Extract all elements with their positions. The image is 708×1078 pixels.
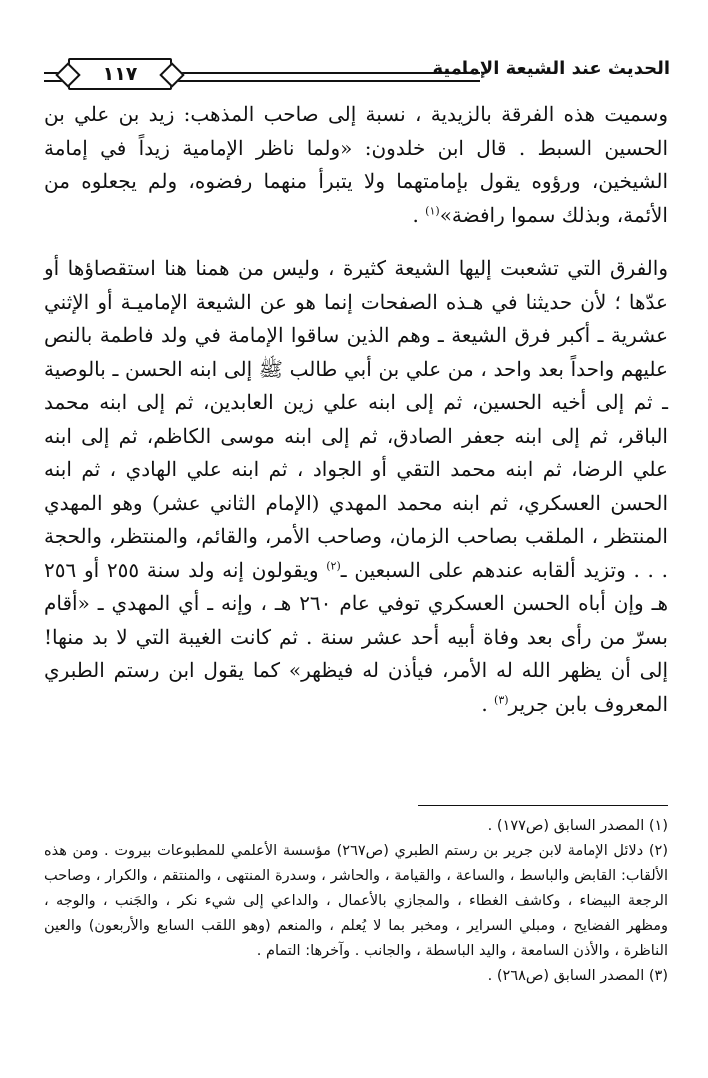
paragraph-1 [44,98,668,232]
footnote-marker-1: (١) [425,203,440,217]
page-number-ornament [68,58,172,90]
footnote-marker-3: (٣) [494,692,509,706]
footnotes [44,814,668,989]
paragraph-2-text-a: والفرق التي تشعبت إليها الشيعة كثيرة ، وليس من همنا هنا استقصاؤها أو عدّها ؛ لأن حديثنا في هـذه الصفحات إنما هو عن الشيعة الإماميـة أو الإثني عشرية ـ أكبر فرق الشيعة ـ وهم الذين ساقوا الإمامة في ولد فاطمة بالنص عليهم واحداً بعد واحد ، من علي بن أبي طالب ﷺ إلى ابنه الحسن ـ بالوصية ـ ثم إلى أخيه الحسين، ثم إلى ابنه علي زين العابدين، ثم إلى ابنه محمد الباقر، ثم إلى ابنه جعفر الصادق، ثم إلى ابنه موسى الكاظم، ثم إلى ابنه علي الرضا، ثم ابنه محمد التقي أو الجواد ، ثم ابنه علي الهادي ، ثم ابنه الحسن العسكري، ثم ابنه محمد المهدي (الإمام الثاني عشر) وهو المهدي المنتظر ، الملقب بصاحب الزمان، وصاحب الأمر، والقائم، والمنتظر، والحجة . . . وتزيد ألقابه عندهم على السبعين ـ [44,256,669,582]
page-number: ١١٧ [102,63,138,85]
footnote-1: (١) المصدر السابق (ص١٧٧) . [487,818,668,834]
footnote-2: (٢) دلائل الإمامة لابن جرير بن رستم الطبري (ص٢٦٧) مؤسسة الأعلمي للمطبوعات بيروت . ومن هذه الألقاب: القابض والباسط ، والساعة ، والقيامة ، والحاشر ، وسدرة المنتهى ، والمنتقم ، والكرار ، وصاحب الرجعة البيضاء ، وكاشف الغطاء ، والمجازي بالأعمال ، والداعي إلى شيء نكر ، والجَنب ، والوجه ، ومظهر الفضايح ، ومبلي السراير ، ومخبر بما لا يُعلم ، والمنعم (وهو اللقب السابع والأربعون) والعين الناظرة ، والأذن السامعة ، واليد الباسطة ، والجانب . وآخرها: التمام . [44,843,668,959]
footnote-3: (٣) المصدر السابق (ص٢٦٨) . [487,968,668,984]
main-text [44,98,668,721]
footnote-separator [418,805,668,806]
paragraph-2-end: . [481,691,495,716]
paragraph-1-text: وسميت هذه الفرقة بالزيدية ، نسبة إلى صاحب المذهب: زيد بن علي بن الحسين السبط . قال ابن خلدون: «ولما ناظر الإمامية زيداً في إمامة الشيخين، ورؤوه يقول بإمامتهما ولا يتبرأ منهما رفضوه، ولم يجعلوه من الأئمة، وبذلك سموا رافضة» [44,102,668,227]
footnote-marker-2: (٢) [326,558,341,572]
running-title: الحديث عند الشيعة الإمامية [432,58,670,79]
page-header [44,52,670,96]
paragraph-1-end: . [412,202,426,227]
paragraph-2 [44,252,668,721]
paragraph-2-text-b: ويقولون إنه ولد سنة ٢٥٥ أو ٢٥٦ هـ وإن أباه الحسن العسكري توفي عام ٢٦٠ هـ ، وإنه ـ أي المهدي ـ «أقام بسرّ من رأى بعد وفاة أبيه أحد عشر سنة . ثم كانت الغيبة التي لا بد منها! إلى أن يظهر الله له الأمر، فيأذن له فيظهر» كما يقول ابن رستم الطبري المعروف بابن جرير [44,557,669,716]
